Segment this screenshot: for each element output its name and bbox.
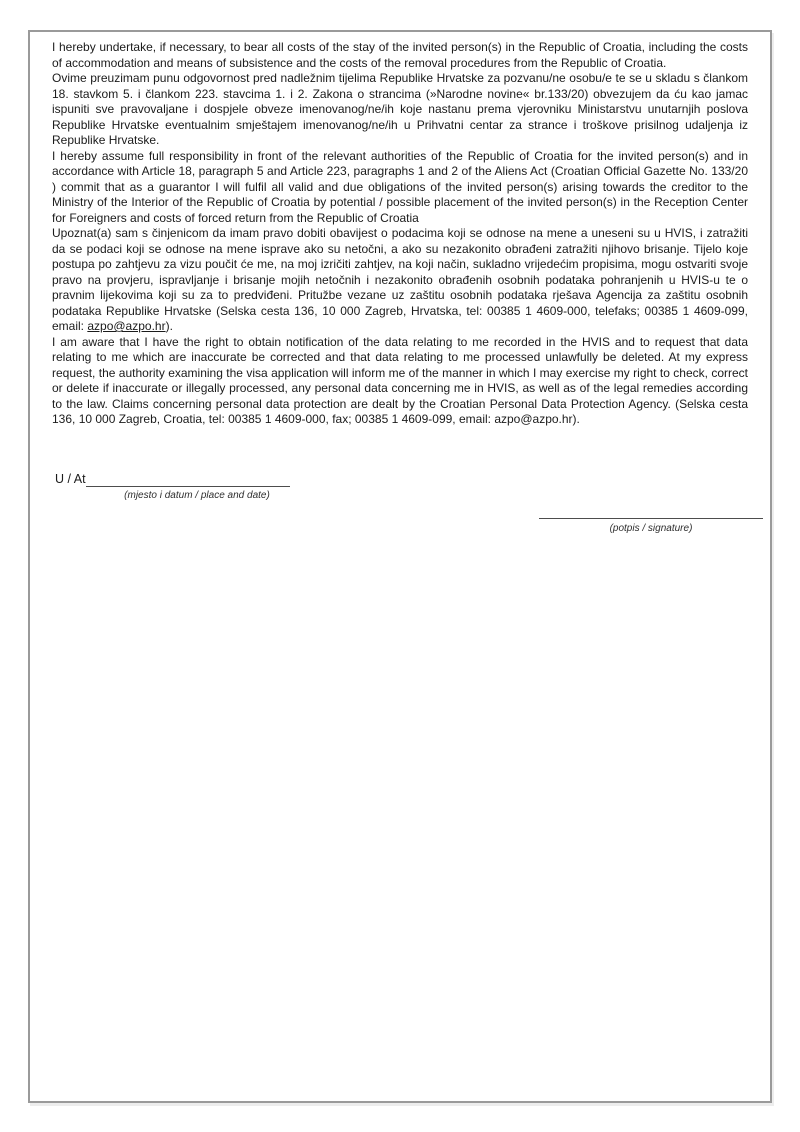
place-date-block <box>55 472 748 504</box>
data-protection-hr-text-end: ). <box>165 319 173 333</box>
paragraph-data-protection-en: I am aware that I have the right to obtain notification of the data relating to me recorded in the HVIS and to request that data relating to me which are inaccurate be corrected and that data relating to me processed unlawfully be deleted. At my express request, the authority examining the visa application will inform me of the manner in which I may exercise my right to check, correct or delete if inaccurate or illegally processed, any personal data concerning me in HVIS, as well as of the legal remedies according to the law. Claims concerning personal data protection are dealt by the Croatian Personal Data Protection Agency. (Selska cesta 136, 10 000 Zagreb, Croatia, tel: 00385 1 4609-000, fax; 00385 1 4609-099, email: azpo@azpo.hr). <box>52 334 748 426</box>
place-date-caption: (mjesto i datum / place and date) <box>124 490 270 501</box>
email-link[interactable]: azpo@azpo.hr <box>87 319 166 333</box>
paragraph-data-protection-hr <box>52 226 748 335</box>
signature-block <box>539 518 763 537</box>
place-date-label: U / At <box>55 471 86 486</box>
place-date-fill-line <box>86 473 290 487</box>
paragraph-guarantor-responsibility-en: I hereby assume full responsibility in front of the relevant authorities of the Republic of Croatia for the invited person(s) and in accordance with Article 18, paragraph 5 and Article 223, paragraphs 1 and 2 of the Aliens Act (Croatian Official Gazette No. 133/20 ) commit that as a guarantor I will fulfil all valid and due obligations of the invited person(s) arising towards the creditor to the Ministry of the Interior of the Republic of Croatia by potential / possible placement of the invited person(s) in the Reception Center for Foreigners and costs of forced return from the Republic of Croatia <box>52 148 748 225</box>
data-protection-hr-text: Upoznat(a) sam s činjenicom da imam pravo dobiti obavijest o podacima koji se odnose na mene a uneseni su u HVIS, i zatražiti da se podaci koji se odnose na mene isprave ako su netočni, a ako su nezakonito obrađeni zatražiti njihovo brisanje. Tijelo koje postupa po zahtjevu za vizu poučit će me, na moj izričiti zahtjev, na koji način, sukladno vrijedećim propisima, mogu ostvariti svoje pravo na provjeru, ispravljanje i brisanje mojih netočnih i nezakonito obrađenih osobnih podataka pohranjenih u HVIS-u te o pravnim lijekovima koji su za to predviđeni. Pritužbe vezane uz zaštitu osobnih podataka rješava Agencija za zaštitu osobnih podataka Republike Hrvatske (Selska cesta 136, 10 000 Zagreb, Hrvatska, tel: 00385 1 4609-000, telefaks; 00385 1 4609-099, email: <box>52 226 748 333</box>
signature-fill-line <box>539 518 763 519</box>
signature-caption: (potpis / signature) <box>609 522 693 534</box>
document-content <box>30 32 770 536</box>
paragraph-costs-undertaking-en: I hereby undertake, if necessary, to bear all costs of the stay of the invited person(s) in the Republic of Croatia, including the costs of accommodation and means of subsistence and the costs of the removal procedures from the Republic of Croatia. <box>52 40 748 70</box>
paragraph-guarantor-responsibility-hr: Ovime preuzimam punu odgovornost pred nadležnim tijelima Republike Hrvatske za pozvanu/ne osobu/e te se u skladu s člankom 18. stavkom 5. i člankom 223. stavcima 1. i 2. Zakona o strancima (»Narodne novine« br.133/20) obvezujem da ću kao jamac ispuniti sve pravovaljane i dospjele obveze imenovanog/ne/ih koje nastanu prema vjerovniku Ministarstvu unutarnjih poslova Republike Hrvatske eventualnim smještajem imenovanog/ne/ih u Prihvatni centar za strance i troškove prisilnog udaljenja iz Republike Hrvatske. <box>52 71 748 147</box>
document-page <box>28 30 772 1103</box>
